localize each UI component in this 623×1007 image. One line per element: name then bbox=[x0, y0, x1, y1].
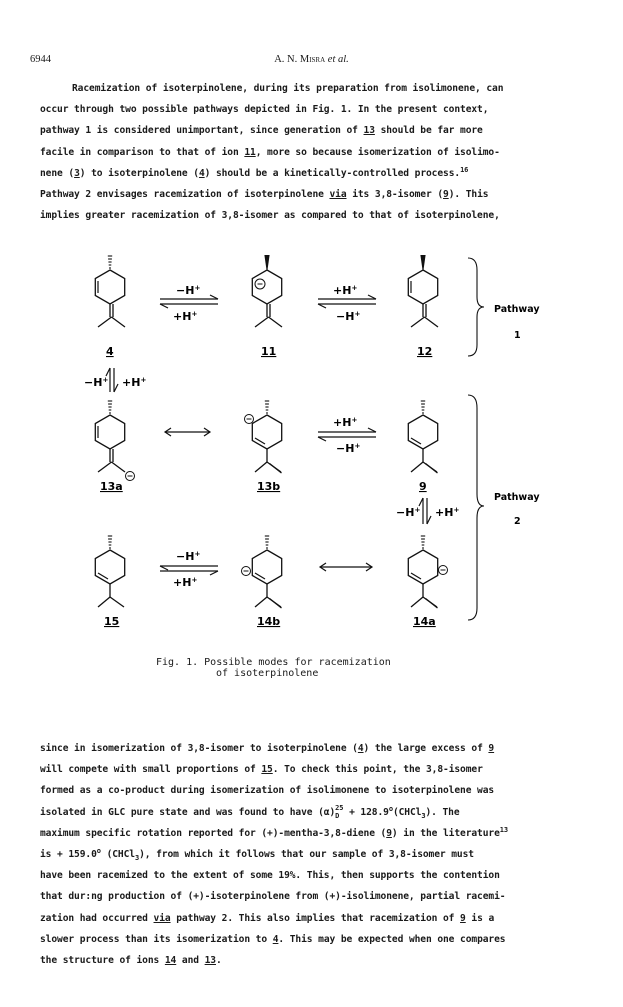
structure-14b bbox=[242, 536, 282, 608]
structure-14a bbox=[408, 536, 447, 608]
structure-15 bbox=[95, 536, 124, 607]
equilibrium-arrow-13b-9 bbox=[318, 428, 376, 441]
p1-line-1: Racemization of isoterpinolene, during its preparation from isolimonene, can bbox=[72, 83, 504, 94]
p1-line-2: occur through two possible pathways depicted in Fig. 1. In the present context, bbox=[40, 104, 489, 116]
pathway-1-word: Pathway bbox=[494, 304, 540, 315]
label-minus-h-5: −H+ bbox=[396, 506, 421, 519]
pathway-2-number: 2 bbox=[514, 516, 521, 527]
p2-line-2: will compete with small proportions of 15. To check this point, the 3,8-isomer bbox=[40, 764, 483, 776]
label-minus-h-6: −H+ bbox=[176, 550, 201, 563]
equilibrium-arrow-15-14b bbox=[160, 566, 218, 575]
p2-line-8: that dur:ng production of (+)-isoterpinolene from (+)-isolimonene, partial racemi- bbox=[40, 891, 506, 903]
equilibrium-arrow-9-14a bbox=[419, 498, 431, 524]
structure-13b bbox=[245, 401, 282, 473]
structure-9 bbox=[408, 401, 437, 473]
structure-4 bbox=[95, 256, 125, 327]
p1-line-3: pathway 1 is considered unimportant, since generation of 13 should be far more bbox=[40, 125, 483, 137]
p2-line-5: maximum specific rotation reported for (+)-mentha-3,8-diene (9) in the literature$^{13}$ bbox=[40, 825, 508, 839]
pathway-2-brace bbox=[468, 395, 484, 620]
label-plus-h-1: +H+ bbox=[173, 310, 198, 323]
paragraph-2 bbox=[40, 738, 600, 971]
p2-line-11: the structure of ions 14 and 13. bbox=[40, 955, 222, 967]
caption-line-1: Fig. 1. Possible modes for racemization bbox=[156, 657, 391, 668]
label-plus-h-4: +H+ bbox=[333, 416, 358, 429]
label-minus-h-1: −H+ bbox=[176, 284, 201, 297]
author-name: A. N. Misra bbox=[274, 54, 326, 65]
p1-line-5: nene (3) to isoterpinolene (4) should be a kinetically-controlled process.$^{16}$ bbox=[40, 165, 469, 179]
label-plus-h-2: +H+ bbox=[333, 284, 358, 297]
pathway-2-word: Pathway bbox=[494, 492, 540, 503]
pathway-1-number: 1 bbox=[514, 330, 521, 341]
p1-line-7: implies greater racemization of 3,8-isomer as compared to that of isoterpinolene, bbox=[40, 210, 500, 222]
pathway-1-brace bbox=[468, 258, 484, 356]
structure-12 bbox=[408, 255, 438, 327]
p2-line-4: isolated in GLC pure state and was found to have (α) 25 D + $128.9^o(CHCl_3)$. The bbox=[40, 803, 460, 820]
label-compound-4: 4 bbox=[106, 345, 114, 358]
structure-11 bbox=[252, 255, 282, 327]
label-compound-14b: 14b bbox=[257, 615, 281, 628]
p2-line-7: have been racemized to the extent of some 19%. This, then supports the contention bbox=[40, 870, 500, 882]
label-compound-13b: 13b bbox=[257, 480, 281, 493]
label-compound-11: 11 bbox=[261, 345, 277, 358]
label-minus-h-2: −H+ bbox=[336, 310, 361, 323]
p2-line-10: slower process than its isomerization to 4. This may be expected when one compares bbox=[40, 933, 506, 945]
author-suffix: et al. bbox=[327, 54, 349, 65]
resonance-arrow-13a-13b bbox=[165, 428, 210, 436]
label-minus-h-3: −H+ bbox=[84, 376, 109, 389]
structure-13a bbox=[95, 401, 134, 481]
p2-line-9: zation had occurred via pathway 2. This also implies that racemization of 9 is a bbox=[40, 912, 495, 924]
label-plus-h-6: +H+ bbox=[173, 576, 198, 589]
label-compound-12: 12 bbox=[417, 345, 433, 358]
label-compound-14a: 14a bbox=[413, 615, 436, 628]
p1-line-6: Pathway 2 envisages racemization of isoterpinolene via its 3,8-isomer (9). This bbox=[40, 189, 489, 201]
p2-line-1: since in isomerization of 3,8-isomer to isoterpinolene (4) the large excess of 9 bbox=[40, 743, 495, 754]
label-minus-h-4: −H+ bbox=[336, 442, 361, 455]
p2-line-3: formed as a co-product during isomerization of isolimonene to isoterpinolene was bbox=[40, 785, 495, 797]
p1-line-4: facile in comparison to that of ion 11, more so because isomerization of isolimo- bbox=[40, 146, 500, 158]
caption-line-2: of isoterpinolene bbox=[216, 668, 319, 679]
label-compound-9: 9 bbox=[419, 480, 427, 493]
label-compound-15: 15 bbox=[104, 615, 120, 628]
page-number: 6944 bbox=[30, 54, 51, 65]
label-plus-h-3: +H+ bbox=[122, 376, 147, 389]
resonance-arrow-14b-14a bbox=[320, 563, 372, 571]
p2-line-6: is + $159.0^o$ (CHCl$_3$), from which it follows that our sample of 3,8-isomer must bbox=[40, 846, 474, 862]
label-compound-13a: 13a bbox=[100, 480, 123, 493]
label-plus-h-5: +H+ bbox=[435, 506, 460, 519]
figure-caption bbox=[156, 657, 391, 679]
